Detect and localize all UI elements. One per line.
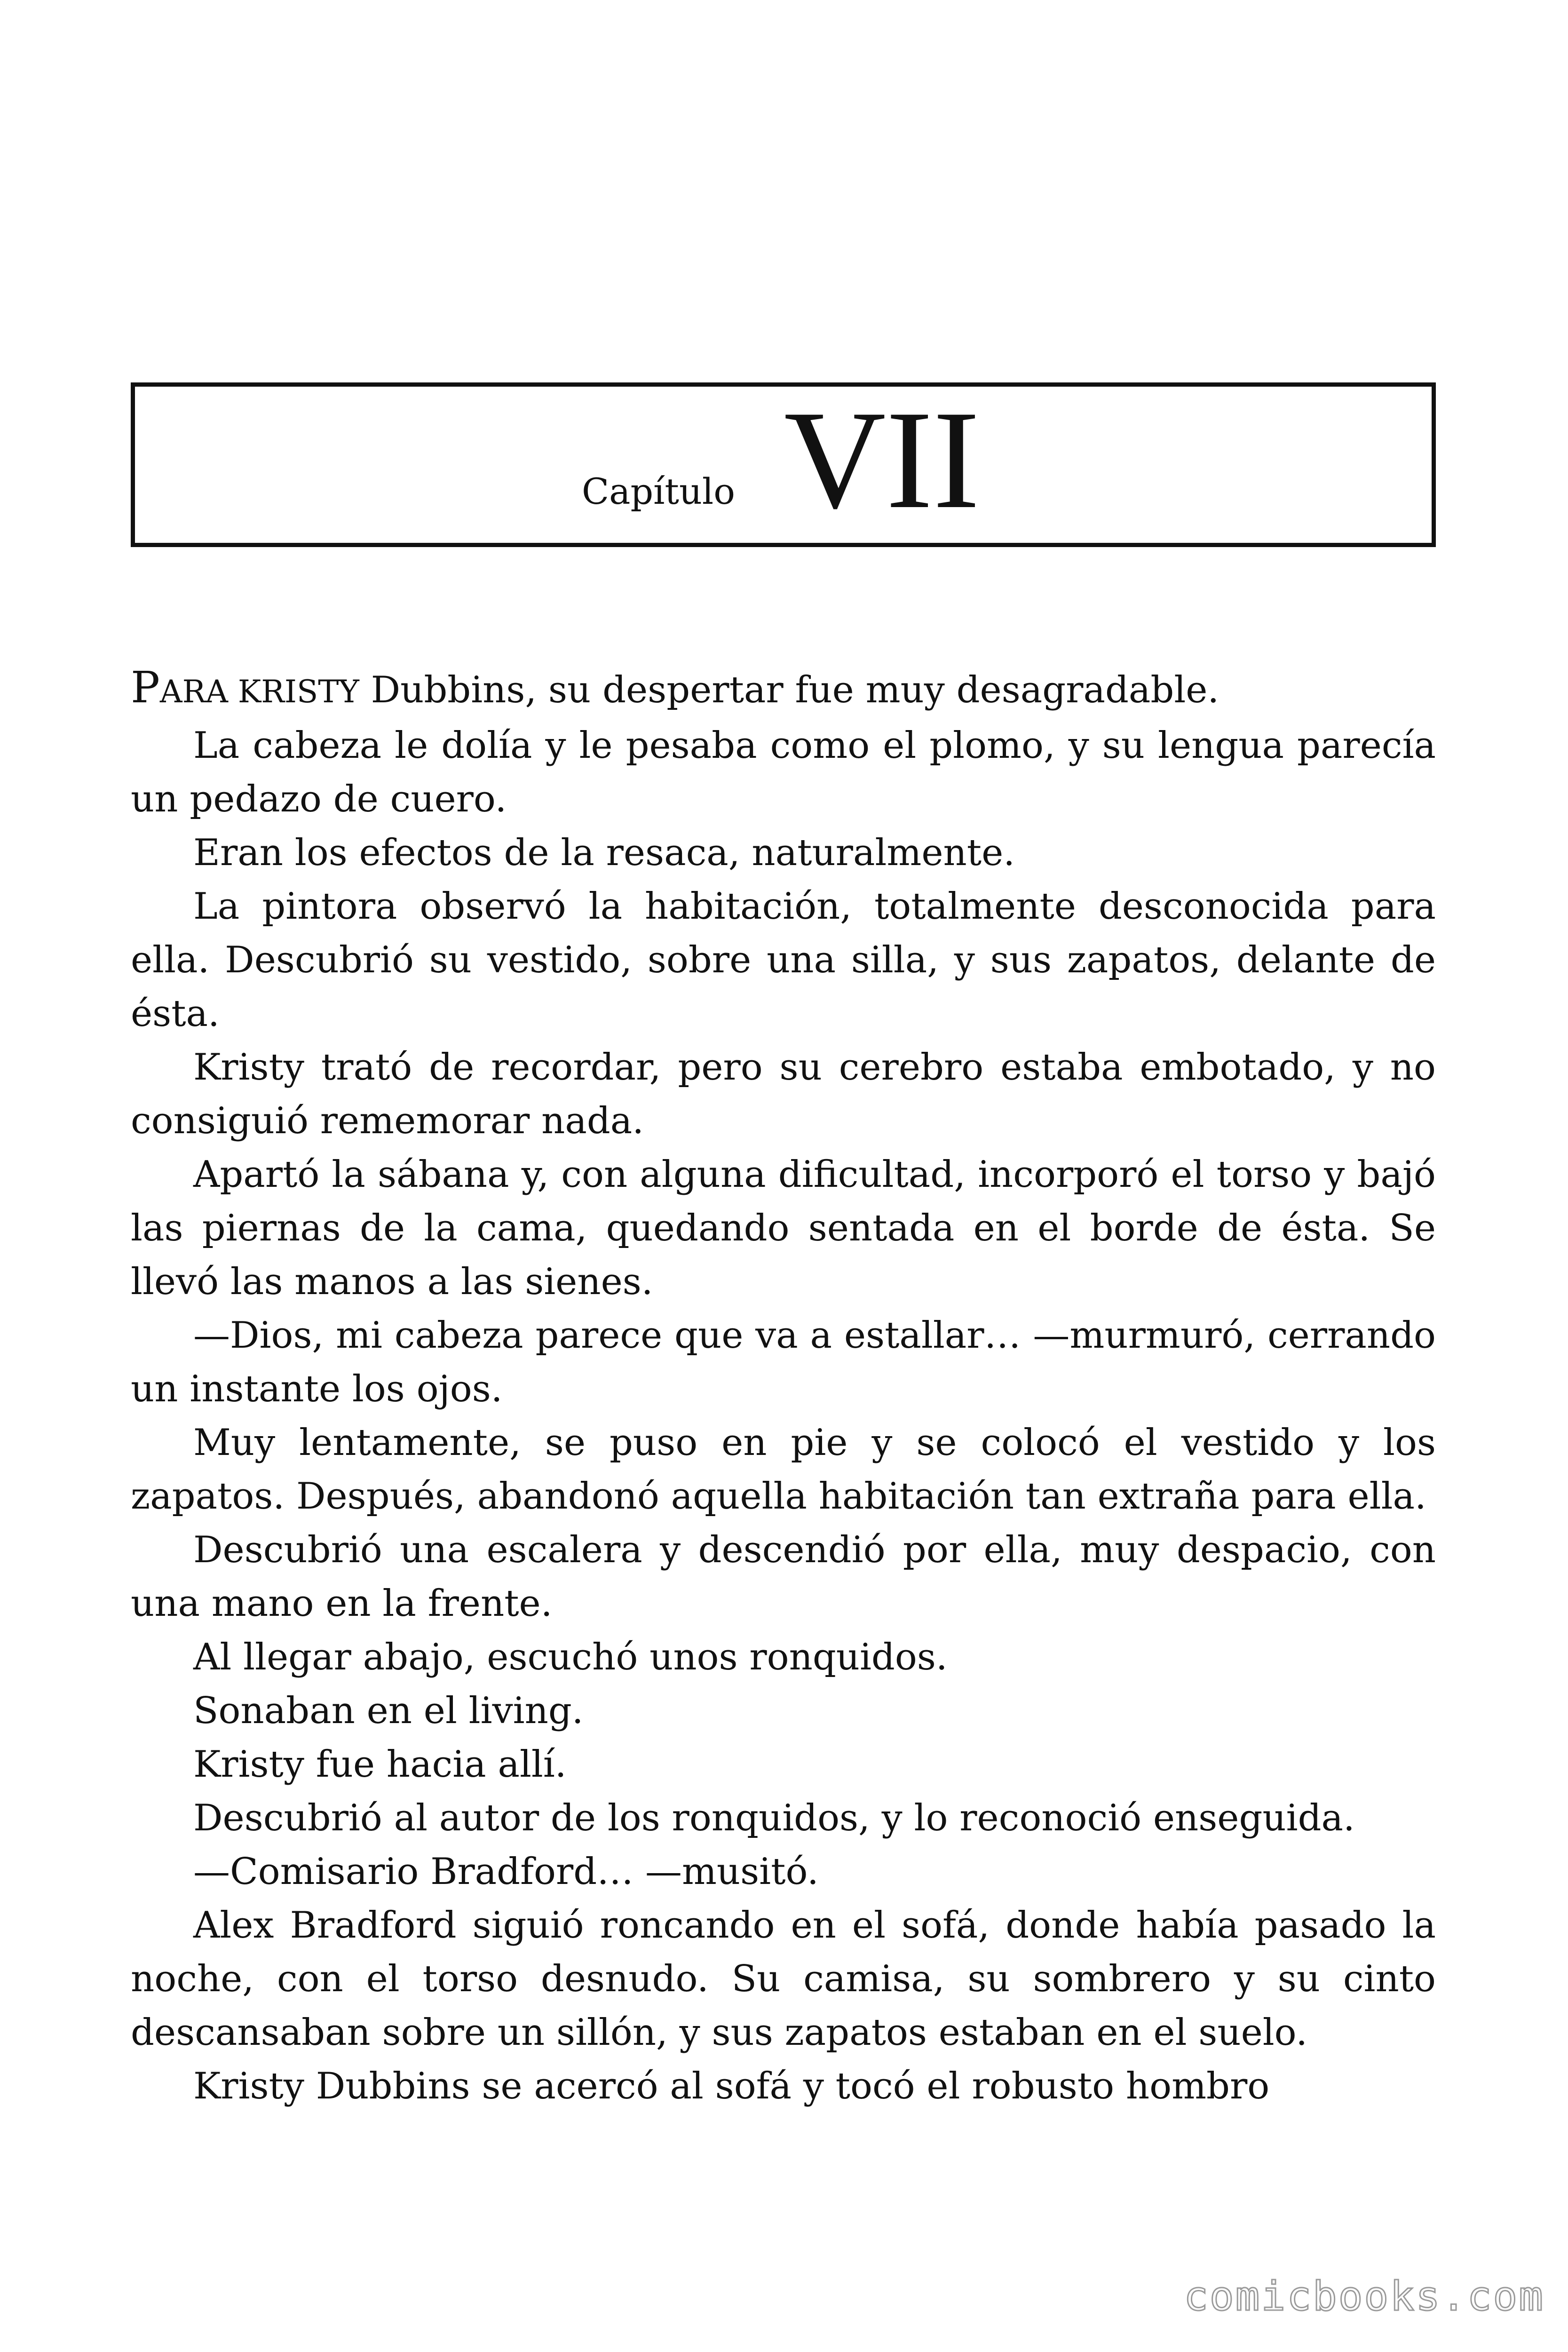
paragraph: Kristy Dubbins se acercó al sofá y tocó el robusto hombro	[193, 2065, 1270, 2107]
paragraph: Muy lentamente, se puso en pie y se colocó el vestido y los zapatos. Después, abandonó aquella habitación tan extraña para ella.	[131, 1422, 1436, 1518]
watermark: comicbooks.com	[1184, 2273, 1544, 2320]
paragraph: —Comisario Bradford… —musitó.	[193, 1851, 819, 1893]
chapter-label: Capítulo	[582, 470, 735, 512]
paragraph: —Dios, mi cabeza parece que va a estallar… —murmuró, cerrando un instante los ojos.	[131, 1314, 1436, 1410]
paragraph: Alex Bradford siguió roncando en el sofá, donde había pasado la noche, con el torso desnudo. Su camisa, su sombrero y su cinto descansaban sobre un sillón, y sus zapatos estaban en el suelo.	[131, 1904, 1436, 2054]
paragraph: Descubrió una escalera y descendió por ella, muy despacio, con una mano en la frente.	[131, 1529, 1436, 1625]
chapter-heading-box	[131, 382, 1436, 547]
paragraph: Apartó la sábana y, con alguna dificultad, incorporó el torso y bajó las piernas de la cama, quedando sentada en el borde de ésta. Se llevó las manos a las sienes.	[131, 1153, 1436, 1303]
opening-text: Dubbins, su despertar fue muy desagradable.	[359, 669, 1220, 711]
paragraph: La cabeza le dolía y le pesaba como el plomo, y su lengua parecía un pedazo de cuero.	[131, 724, 1436, 820]
paragraph: Sonaban en el living.	[193, 1690, 584, 1732]
paragraph: Kristy trató de recordar, pero su cerebro estaba embotado, y no consiguió rememorar nada.	[131, 1046, 1436, 1142]
small-caps-lead: ARA KRISTY	[159, 674, 359, 710]
chapter-body	[131, 661, 1436, 2113]
opening-paragraph	[131, 661, 1436, 719]
paragraph: Al llegar abajo, escuchó unos ronquidos.	[193, 1636, 948, 1678]
paragraph: Kristy fue hacia allí.	[193, 1743, 567, 1786]
paragraph: La pintora observó la habitación, totalmente desconocida para ella. Descubrió su vestido, sobre una silla, y sus zapatos, delante de ésta.	[131, 885, 1436, 1035]
chapter-number: VII	[784, 381, 980, 538]
paragraph: Eran los efectos de la resaca, naturalmente.	[193, 832, 1015, 874]
lead-letter: P	[131, 662, 160, 713]
paragraph: Descubrió al autor de los ronquidos, y lo reconoció enseguida.	[193, 1797, 1355, 1839]
